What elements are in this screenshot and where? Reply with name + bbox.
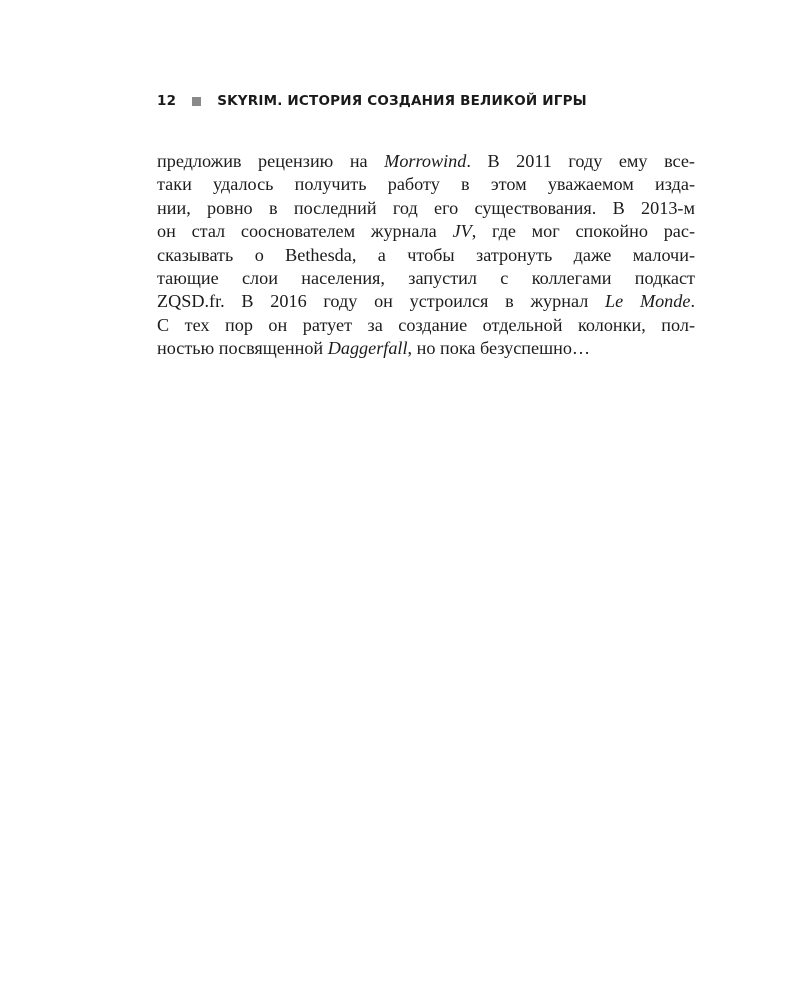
text-line [157,314,695,337]
text-run: С тех пор он ратует за создание отдельной колонки, пол- [157,314,695,335]
text-run: нии, ровно в последний год его существования. В 2013-м [157,197,695,218]
text-run: . [690,291,695,312]
text-line [157,197,695,220]
text-run: ностью посвященной [157,338,328,359]
italic-title: Daggerfall [327,338,408,359]
text-line [157,267,695,290]
running-head [157,90,587,112]
text-run: сказывать о Bethesda, а чтобы затронуть даже малочи- [157,244,695,265]
separator-square-icon [192,97,201,106]
text-run: . В 2011 году ему все- [466,151,695,171]
body-paragraph [157,150,695,361]
running-title: SKYRIM. ИСТОРИЯ СОЗДАНИЯ ВЕЛИКОЙ ИГРЫ [217,93,587,109]
text-run: , где мог спокойно рас- [471,221,695,242]
text-run: таки удалось получить работу в этом уважаемом изда- [157,174,695,195]
text-line [157,150,695,173]
text-line [157,220,695,243]
text-run: , но пока безуспешно… [407,338,591,359]
text-line [157,244,695,267]
text-line [157,290,695,313]
italic-title: Le Monde [605,291,691,312]
text-line [157,173,695,196]
italic-title: Morrowind [384,151,467,171]
text-run: предложив рецензию на [157,151,385,171]
text-run: ZQSD.fr. В 2016 году он устроился в журнал [157,291,606,312]
page-number: 12 [157,93,177,109]
text-run: тающие слои населения, запустил с коллегами подкаст [157,267,695,288]
text-run: он стал сооснователем журнала [157,221,453,242]
italic-title: JV [452,221,472,242]
text-line [157,337,695,360]
